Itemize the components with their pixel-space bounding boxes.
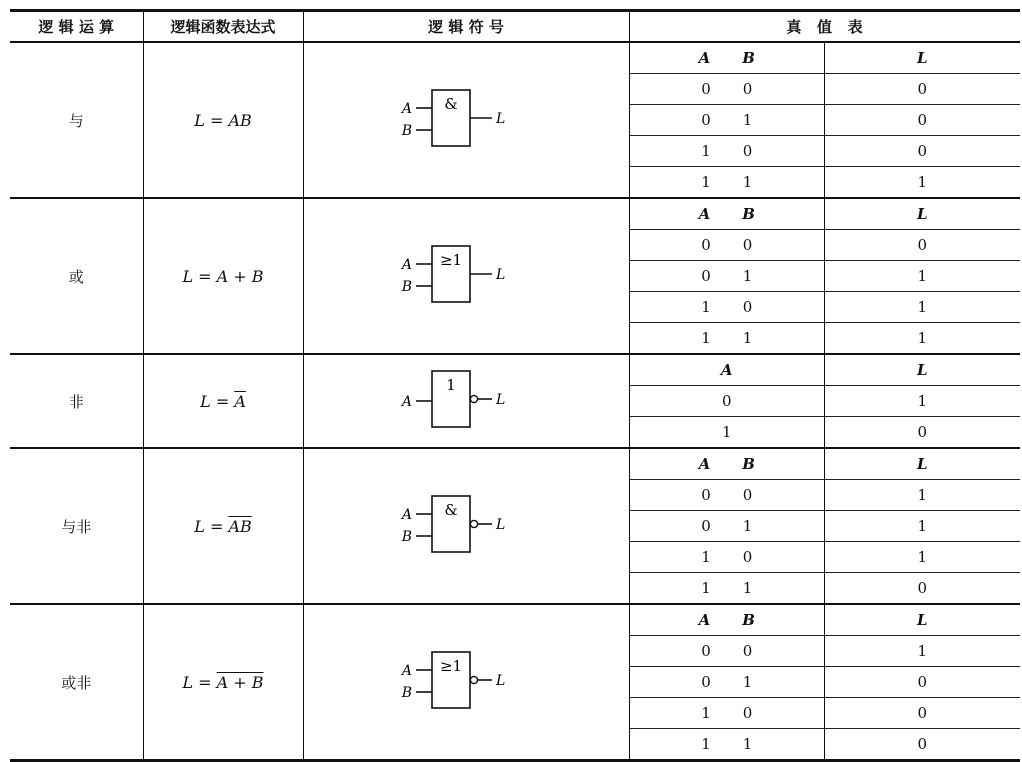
output-header: L	[825, 355, 1020, 386]
truth-table-row	[630, 636, 1020, 667]
input-values	[630, 292, 825, 323]
input-values	[630, 417, 825, 448]
expression-cell	[143, 604, 303, 761]
output-value: 1	[825, 292, 1020, 323]
input-value: 1	[742, 329, 753, 347]
output-header: L	[825, 605, 1020, 636]
input-value: 0	[742, 642, 753, 660]
input-value: 1	[701, 298, 711, 316]
input-values	[630, 167, 825, 198]
truth-table-header-row	[630, 605, 1020, 636]
expression-cell	[143, 448, 303, 604]
inversion-bubble	[470, 520, 477, 527]
expression-rhs: AB	[228, 110, 252, 130]
output-value: 0	[825, 573, 1020, 604]
truth-table-header-row	[630, 199, 1020, 230]
expression-lhs: L =	[182, 672, 217, 692]
input-values	[630, 605, 825, 636]
output-value: 0	[825, 105, 1020, 136]
gate-function-label: 1	[446, 376, 456, 394]
input-value: 1	[742, 267, 753, 285]
gate-function-label: &	[444, 501, 458, 519]
header-truth-table: 真 值 表	[629, 11, 1020, 43]
output-label: L	[496, 111, 506, 127]
input-value: 0	[721, 392, 732, 410]
logic-gate-symbol	[396, 78, 536, 158]
expression-cell	[143, 198, 303, 354]
truth-table-row	[630, 573, 1020, 604]
expression-rhs: A + B	[216, 672, 264, 692]
input-values	[630, 230, 825, 261]
gate-function-label: ≥1	[439, 657, 463, 675]
input-value: 1	[701, 704, 711, 722]
input-values	[630, 667, 825, 698]
input-values	[630, 386, 825, 417]
input-header: A	[698, 611, 711, 629]
operation-row	[10, 198, 1020, 354]
output-value: 1	[825, 261, 1020, 292]
truth-table-row	[630, 74, 1020, 105]
truth-table-cell	[629, 198, 1020, 354]
symbol-cell	[303, 448, 629, 604]
input-values	[630, 43, 825, 74]
output-value: 1	[825, 323, 1020, 354]
input-label: B	[401, 123, 412, 139]
input-value: 1	[742, 579, 753, 597]
input-value: 1	[701, 579, 711, 597]
input-label: A	[401, 663, 412, 679]
input-values	[630, 261, 825, 292]
truth-table-row	[630, 261, 1020, 292]
logic-operations-table	[10, 9, 1020, 762]
input-value: 1	[721, 423, 732, 441]
input-values	[630, 355, 825, 386]
truth-table-row	[630, 323, 1020, 354]
operation-name: 与	[68, 111, 84, 130]
input-value: 1	[701, 329, 711, 347]
input-values	[630, 573, 825, 604]
output-header: L	[825, 43, 1020, 74]
truth-table-row	[630, 167, 1020, 198]
input-value: 0	[742, 548, 753, 566]
symbol-cell	[303, 42, 629, 198]
output-value: 1	[825, 480, 1020, 511]
logic-gate-symbol	[396, 640, 536, 720]
input-value: 0	[701, 486, 711, 504]
truth-table	[630, 43, 1020, 197]
operation-name: 或	[68, 267, 84, 286]
expression-cell	[143, 42, 303, 198]
input-label: A	[401, 394, 412, 410]
input-header: B	[742, 49, 755, 67]
operation-row	[10, 354, 1020, 448]
truth-table	[630, 605, 1020, 759]
input-value: 0	[742, 236, 753, 254]
output-label: L	[496, 517, 506, 533]
input-value: 0	[701, 517, 711, 535]
input-values	[630, 542, 825, 573]
input-values	[630, 105, 825, 136]
truth-table-row	[630, 480, 1020, 511]
truth-table-row	[630, 698, 1020, 729]
truth-table-row	[630, 292, 1020, 323]
input-value: 0	[701, 236, 711, 254]
expression-cell	[143, 354, 303, 448]
truth-table-row	[630, 729, 1020, 760]
truth-table-header-row	[630, 43, 1020, 74]
input-value: 1	[742, 111, 753, 129]
input-values	[630, 136, 825, 167]
input-values	[630, 698, 825, 729]
input-header: A	[698, 455, 711, 473]
input-value: 0	[701, 111, 711, 129]
logic-gate-symbol	[396, 234, 536, 314]
input-value: 1	[701, 173, 711, 191]
input-value: 0	[742, 142, 753, 160]
expression-rhs: A + B	[216, 266, 264, 286]
input-header: B	[742, 205, 755, 223]
output-label: L	[496, 673, 506, 689]
input-value: 0	[742, 298, 753, 316]
input-label: A	[401, 507, 412, 523]
truth-table-cell	[629, 448, 1020, 604]
operation-row	[10, 448, 1020, 604]
header-expression: 逻辑函数表达式	[143, 11, 303, 43]
truth-table-row	[630, 105, 1020, 136]
input-value: 1	[701, 548, 711, 566]
output-value: 0	[825, 729, 1020, 760]
truth-table-header-row	[630, 449, 1020, 480]
input-values	[630, 480, 825, 511]
symbol-cell	[303, 604, 629, 761]
expression-rhs: $\overline{AB}$	[228, 516, 252, 536]
input-label: B	[401, 529, 412, 545]
input-header: B	[742, 611, 755, 629]
input-value: 0	[701, 267, 711, 285]
input-values	[630, 636, 825, 667]
input-label: A	[401, 101, 412, 117]
input-label: B	[401, 279, 412, 295]
input-value: 0	[742, 486, 753, 504]
input-value: 0	[701, 80, 711, 98]
output-value: 0	[825, 230, 1020, 261]
truth-table-cell	[629, 604, 1020, 761]
input-value: 1	[701, 142, 711, 160]
operation-row	[10, 604, 1020, 761]
truth-table-row	[630, 667, 1020, 698]
input-value: 0	[701, 673, 711, 691]
output-value: 0	[825, 417, 1020, 448]
truth-table-header-row	[630, 355, 1020, 386]
output-value: 1	[825, 636, 1020, 667]
input-values	[630, 511, 825, 542]
output-value: 1	[825, 386, 1020, 417]
expression-lhs: L =	[182, 266, 217, 286]
input-value: 1	[742, 735, 753, 753]
logic-gate-symbol	[396, 359, 536, 439]
expression-rhs: $\overline{A}$	[234, 391, 246, 411]
output-label: L	[496, 392, 506, 408]
input-header: A	[720, 361, 733, 379]
truth-table-cell	[629, 354, 1020, 448]
operation-row	[10, 42, 1020, 198]
output-header: L	[825, 199, 1020, 230]
operation-name: 或非	[61, 673, 92, 692]
output-value: 1	[825, 167, 1020, 198]
input-values	[630, 74, 825, 105]
input-values	[630, 729, 825, 760]
header-row	[10, 11, 1020, 43]
input-header: B	[742, 455, 755, 473]
input-value: 0	[742, 80, 753, 98]
input-label: A	[401, 257, 412, 273]
truth-table	[630, 199, 1020, 353]
header-symbol: 逻 辑 符 号	[303, 11, 629, 43]
truth-table-row	[630, 511, 1020, 542]
inversion-bubble	[470, 676, 477, 683]
expression-lhs: L =	[200, 391, 235, 411]
inversion-bubble	[470, 395, 477, 402]
input-values	[630, 323, 825, 354]
input-value: 0	[701, 642, 711, 660]
header-operation: 逻 辑 运 算	[10, 11, 143, 43]
output-value: 0	[825, 698, 1020, 729]
symbol-cell	[303, 354, 629, 448]
truth-table-cell	[629, 42, 1020, 198]
output-header: L	[825, 449, 1020, 480]
operation-name: 与非	[61, 517, 92, 536]
output-value: 0	[825, 667, 1020, 698]
input-value: 1	[742, 517, 753, 535]
input-value: 1	[742, 673, 753, 691]
output-label: L	[496, 267, 506, 283]
logic-gate-symbol	[396, 484, 536, 564]
output-value: 1	[825, 511, 1020, 542]
input-header: A	[698, 49, 711, 67]
gate-function-label: &	[444, 95, 458, 113]
input-value: 0	[742, 704, 753, 722]
input-values	[630, 449, 825, 480]
operation-name: 非	[68, 392, 84, 411]
truth-table-row	[630, 386, 1020, 417]
symbol-cell	[303, 198, 629, 354]
expression-lhs: L =	[194, 110, 229, 130]
gate-function-label: ≥1	[439, 251, 463, 269]
input-value: 1	[742, 173, 753, 191]
truth-table-row	[630, 230, 1020, 261]
input-label: B	[401, 685, 412, 701]
output-value: 1	[825, 542, 1020, 573]
input-value: 1	[701, 735, 711, 753]
truth-table-row	[630, 417, 1020, 448]
truth-table	[630, 355, 1020, 447]
output-value: 0	[825, 74, 1020, 105]
output-value: 0	[825, 136, 1020, 167]
truth-table-row	[630, 542, 1020, 573]
expression-lhs: L =	[194, 516, 229, 536]
truth-table-row	[630, 136, 1020, 167]
truth-table	[630, 449, 1020, 603]
input-header: A	[698, 205, 711, 223]
input-values	[630, 199, 825, 230]
